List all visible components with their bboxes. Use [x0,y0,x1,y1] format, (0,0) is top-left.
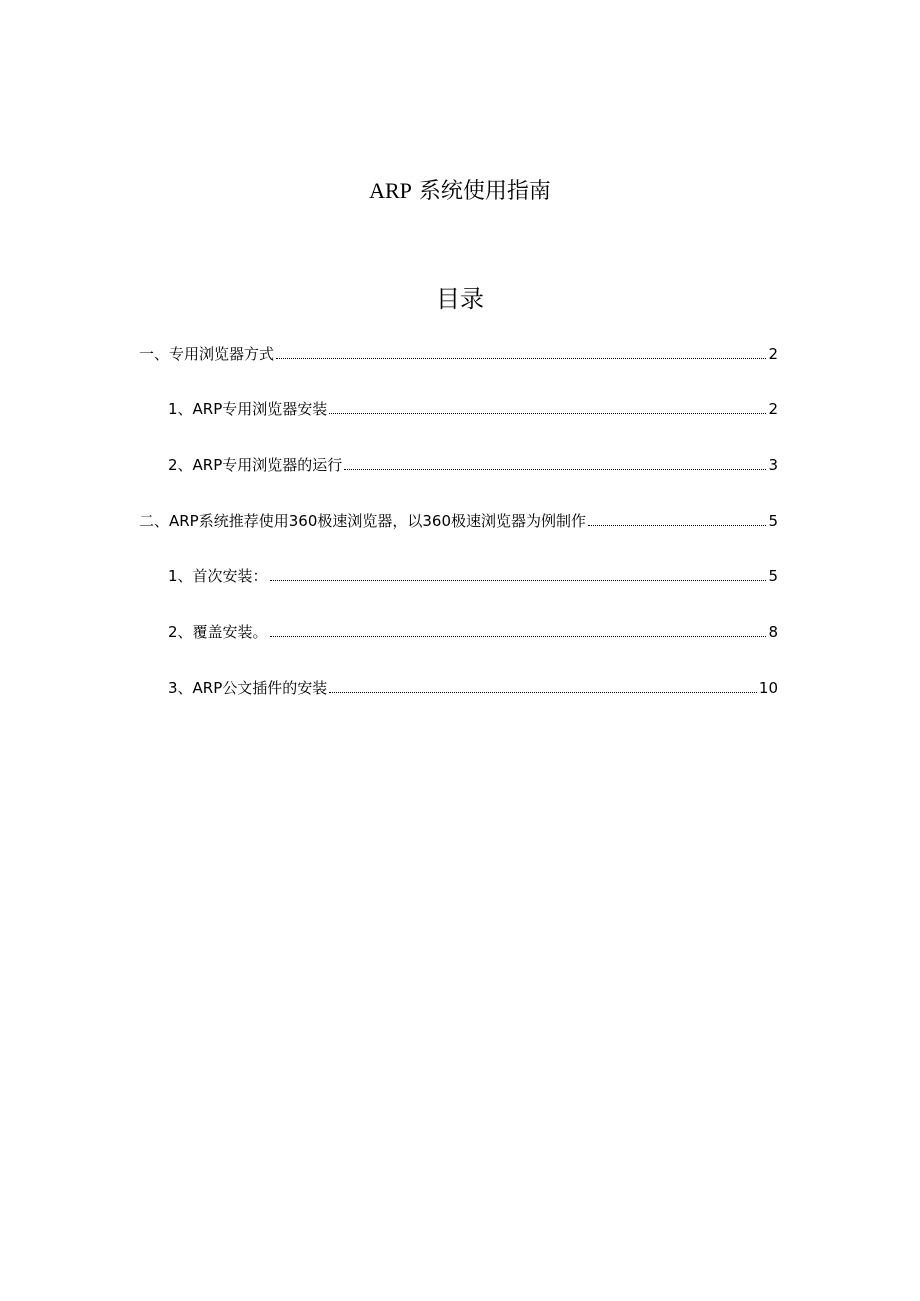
toc-entry-text: 2、覆盖安装。 [168,623,268,641]
toc-page-number: 2 [768,345,778,363]
toc-page-number: 8 [768,623,778,641]
toc-entry-text: 二、ARP系统推荐使用360极速浏览器，以360极速浏览器为例制作 [139,512,586,530]
toc-leader [588,525,766,526]
toc-entry-text: 2、ARP专用浏览器的运行 [168,456,343,474]
toc-leader [344,469,766,470]
toc-entry-2-3[interactable] [168,676,778,698]
toc-entry-text: 1、ARP专用浏览器安装 [168,400,328,418]
toc-page-number: 5 [768,567,778,585]
toc-entry-2-1[interactable] [168,564,778,586]
toc-leader [276,358,766,359]
toc-entry-text: 3、ARP公文插件的安装 [168,679,328,697]
toc-leader [329,692,757,693]
toc-heading: 目录 [436,285,484,313]
toc-entry-text: 1、首次安装： [168,567,268,585]
document-title-latin: ARP [369,178,412,203]
toc-page-number: 5 [768,512,778,530]
toc-page-number: 2 [768,400,778,418]
toc-entry-1-2[interactable] [168,453,778,475]
toc-leader [270,580,767,581]
document-title-text: 系统使用指南 [418,179,551,204]
toc-page-number: 10 [758,679,778,697]
toc-leader [329,413,766,414]
toc-entry-1[interactable] [139,342,778,364]
toc-entry-1-1[interactable] [168,397,778,419]
toc-page-number: 3 [768,456,778,474]
toc-entry-2-2[interactable] [168,620,778,642]
toc-leader [270,636,767,637]
document-title [0,176,920,207]
toc-entry-text: 一、专用浏览器方式 [139,345,275,363]
toc-entry-2[interactable] [139,509,778,531]
